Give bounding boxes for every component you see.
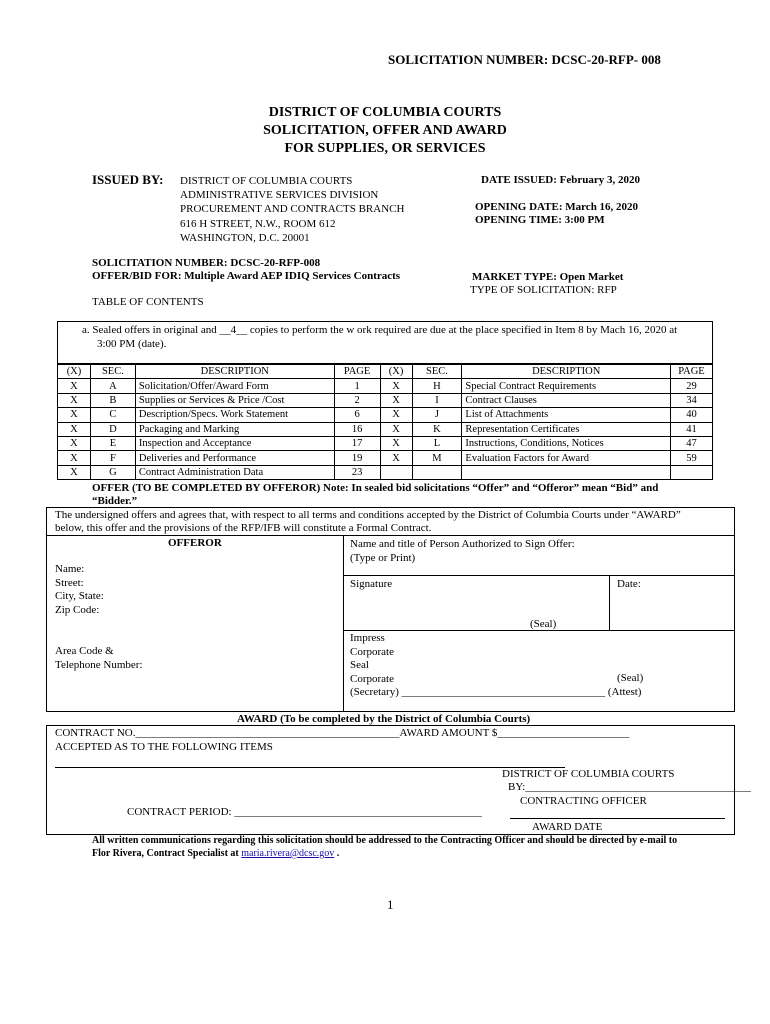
- table-of-contents-label: TABLE OF CONTENTS: [92, 296, 204, 308]
- toc-cell: F: [90, 451, 135, 465]
- authorized-line-1: Name and title of Person Authorized to Sign Offer:: [350, 538, 575, 550]
- toc-cell: C: [90, 408, 135, 422]
- toc-cell: [380, 465, 412, 479]
- toc-cell: X: [380, 436, 412, 450]
- award-heading: AWARD (To be completed by the District of Columbia Courts): [237, 713, 531, 725]
- toc-cell: [462, 465, 671, 479]
- toc-cell: Solicitation/Offer/Award Form: [135, 379, 334, 393]
- award-date-line: [510, 818, 725, 819]
- toc-cell: Packaging and Marking: [135, 422, 334, 436]
- divider: [609, 575, 610, 631]
- toc-cell: 47: [670, 436, 712, 450]
- toc-cell: X: [380, 393, 412, 407]
- impress-line: Seal: [350, 659, 369, 671]
- toc-cell: [670, 465, 712, 479]
- toc-cell: D: [90, 422, 135, 436]
- table-row: [58, 408, 713, 422]
- toc-cell: 41: [670, 422, 712, 436]
- divider: [46, 535, 735, 536]
- contract-period-line: CONTRACT PERIOD: _____________________________________________: [127, 806, 482, 818]
- sealed-offers-line-1: [82, 324, 677, 336]
- toc-cell: 40: [670, 408, 712, 422]
- sealed-offers-suffix: copies to perform the w ork required are due at the place specified in Item 8 by Mach 16, 2020 at: [247, 324, 678, 336]
- toc-cell: X: [58, 436, 91, 450]
- impress-seal-block: [350, 632, 394, 686]
- communications-prefix: Flor Rivera, Contract Specialist at: [92, 848, 242, 859]
- toc-header-row: [58, 365, 713, 379]
- issuer-line: 616 H STREET, N.W., ROOM 612: [180, 217, 336, 230]
- toc-header: (X): [58, 365, 91, 379]
- authorized-person-field: [350, 538, 575, 565]
- toc-cell: A: [90, 379, 135, 393]
- offer-note-line-1: OFFER (TO BE COMPLETED BY OFFEROR) Note: In sealed bid solicitations “Offer” and “Offeror” mean “Bid” and: [92, 482, 659, 494]
- dc-courts-label: DISTRICT OF COLUMBIA COURTS: [502, 768, 675, 780]
- table-row: [58, 465, 713, 479]
- communications-suffix: .: [334, 848, 340, 859]
- telephone-number-label: Telephone Number:: [55, 658, 143, 671]
- communications-line-2: [92, 848, 339, 859]
- divider: [343, 630, 735, 631]
- by-signature-line: BY:_________________________________________: [508, 781, 751, 793]
- toc-cell: X: [58, 393, 91, 407]
- toc-cell: X: [380, 451, 412, 465]
- toc-cell: Description/Specs. Work Statement: [135, 408, 334, 422]
- issuer-line: ADMINISTRATIVE SERVICES DIVISION: [180, 189, 379, 202]
- toc-header: DESCRIPTION: [135, 365, 334, 379]
- toc-cell: I: [412, 393, 462, 407]
- toc-table: [57, 364, 713, 480]
- solicitation-number-header: SOLICITATION NUMBER: DCSC-20-RFP- 008: [388, 52, 661, 67]
- date-field-label: Date:: [617, 578, 641, 590]
- toc-cell: X: [380, 422, 412, 436]
- toc-cell: X: [58, 465, 91, 479]
- authorized-line-2: (Type or Print): [350, 551, 416, 564]
- issued-by-label: ISSUED BY:: [92, 172, 164, 187]
- offeror-heading: OFFEROR: [168, 537, 222, 549]
- toc-cell: E: [90, 436, 135, 450]
- toc-cell: K: [412, 422, 462, 436]
- market-type: MARKET TYPE: Open Market: [472, 271, 624, 283]
- toc-cell: X: [380, 379, 412, 393]
- solicitation-number: SOLICITATION NUMBER: DCSC-20-RFP-008: [92, 257, 321, 269]
- accepted-items-label: ACCEPTED AS TO THE FOLLOWING ITEMS: [55, 741, 273, 753]
- toc-header: PAGE: [670, 365, 712, 379]
- type-of-solicitation: TYPE OF SOLICITATION: RFP: [470, 284, 617, 296]
- toc-cell: X: [58, 451, 91, 465]
- toc-header: PAGE: [334, 365, 380, 379]
- toc-cell: Supplies or Services & Price /Cost: [135, 393, 334, 407]
- toc-cell: [412, 465, 462, 479]
- accepted-items-line: [55, 767, 565, 768]
- toc-cell: Evaluation Factors for Award: [462, 451, 671, 465]
- toc-cell: X: [58, 379, 91, 393]
- toc-cell: Instructions, Conditions, Notices: [462, 436, 671, 450]
- toc-cell: 59: [670, 451, 712, 465]
- impress-line: Corporate: [350, 645, 394, 658]
- toc-cell: 34: [670, 393, 712, 407]
- table-row: [58, 393, 713, 407]
- contract-number-line: CONTRACT NO.________________________________________________AWARD AMOUNT $________________________: [55, 727, 630, 739]
- toc-header: SEC.: [90, 365, 135, 379]
- title-line-2: SOLICITATION, OFFER AND AWARD: [263, 123, 507, 138]
- page-title: [0, 104, 770, 158]
- toc-cell: L: [412, 436, 462, 450]
- impress-line: Impress: [350, 632, 385, 644]
- toc-cell: 19: [334, 451, 380, 465]
- toc-cell: 17: [334, 436, 380, 450]
- issuer-line: DISTRICT OF COLUMBIA COURTS: [180, 175, 353, 187]
- opening-date: OPENING DATE: March 16, 2020: [475, 201, 639, 213]
- signature-field-label: Signature: [350, 578, 393, 590]
- date-issued: DATE ISSUED: February 3, 2020: [481, 174, 641, 186]
- sealed-offers-prefix: a. Sealed offers in original and: [82, 324, 220, 336]
- table-row: [58, 422, 713, 436]
- toc-header: (X): [380, 365, 412, 379]
- title-line-3: FOR SUPPLIES, OR SERVICES: [284, 141, 486, 156]
- city-state-field-label: City, State:: [55, 590, 104, 602]
- area-code-label: Area Code &: [55, 645, 114, 657]
- toc-cell: Special Contract Requirements: [462, 379, 671, 393]
- issuer-address: [180, 174, 404, 245]
- toc-cell: Deliveries and Performance: [135, 451, 334, 465]
- table-row: [58, 379, 713, 393]
- toc-cell: M: [412, 451, 462, 465]
- issuer-line: WASHINGTON, D.C. 20001: [180, 231, 310, 244]
- toc-cell: 23: [334, 465, 380, 479]
- divider: [343, 575, 735, 576]
- toc-cell: List of Attachments: [462, 408, 671, 422]
- telephone-field-label: [55, 645, 143, 672]
- contracting-officer-label: CONTRACTING OFFICER: [520, 795, 647, 807]
- award-date-label: AWARD DATE: [532, 821, 603, 833]
- agreement-line-1: The undersigned offers and agrees that, with respect to all terms and conditions accepted by the District of Columbia Courts under “AWARD”: [55, 509, 681, 521]
- street-field-label: Street:: [55, 576, 84, 589]
- toc-cell: 1: [334, 379, 380, 393]
- secretary-attest-line: (Secretary) _____________________________________ (Attest): [350, 686, 642, 698]
- toc-cell: 29: [670, 379, 712, 393]
- toc-cell: Inspection and Acceptance: [135, 436, 334, 450]
- table-row: [58, 436, 713, 450]
- offer-note-line-2: “Bidder.”: [92, 495, 138, 507]
- toc-cell: X: [58, 408, 91, 422]
- issuer-line: PROCUREMENT AND CONTRACTS BRANCH: [180, 203, 405, 216]
- opening-time: OPENING TIME: 3:00 PM: [475, 214, 605, 226]
- toc-cell: 6: [334, 408, 380, 422]
- seal-label-2: (Seal): [617, 672, 644, 684]
- toc-cell: 2: [334, 393, 380, 407]
- toc-cell: X: [58, 422, 91, 436]
- toc-cell: B: [90, 393, 135, 407]
- communications-line-1: All written communications regarding this solicitation should be addressed to the Contracting Officer and should be directed by e-mail to: [92, 835, 678, 846]
- copies-count: __4__: [219, 324, 248, 336]
- agreement-line-2: below, this offer and the provisions of the RFP/IFB will constitute a Formal Contract.: [55, 522, 432, 534]
- offer-bid-for: OFFER/BID FOR: Multiple Award AEP IDIQ Services Contracts: [92, 270, 401, 282]
- toc-cell: H: [412, 379, 462, 393]
- zip-code-field-label: Zip Code:: [55, 603, 100, 616]
- toc-cell: X: [380, 408, 412, 422]
- toc-cell: G: [90, 465, 135, 479]
- divider: [343, 535, 344, 712]
- name-field-label: Name:: [55, 563, 85, 575]
- toc-header: SEC.: [412, 365, 462, 379]
- title-line-1: DISTRICT OF COLUMBIA COURTS: [268, 105, 502, 120]
- seal-label: (Seal): [530, 618, 557, 630]
- toc-cell: 16: [334, 422, 380, 436]
- toc-header: DESCRIPTION: [462, 365, 671, 379]
- table-row: [58, 451, 713, 465]
- toc-cell: Contract Clauses: [462, 393, 671, 407]
- sealed-offers-line-2: 3:00 PM (date).: [97, 338, 167, 350]
- offeror-address-fields: [55, 563, 104, 617]
- impress-line: Corporate: [350, 672, 394, 685]
- email-link[interactable]: maria.rivera@dcsc.gov: [241, 848, 335, 859]
- toc-cell: Representation Certificates: [462, 422, 671, 436]
- page-number: 1: [387, 897, 394, 912]
- toc-cell: J: [412, 408, 462, 422]
- toc-cell: Contract Administration Data: [135, 465, 334, 479]
